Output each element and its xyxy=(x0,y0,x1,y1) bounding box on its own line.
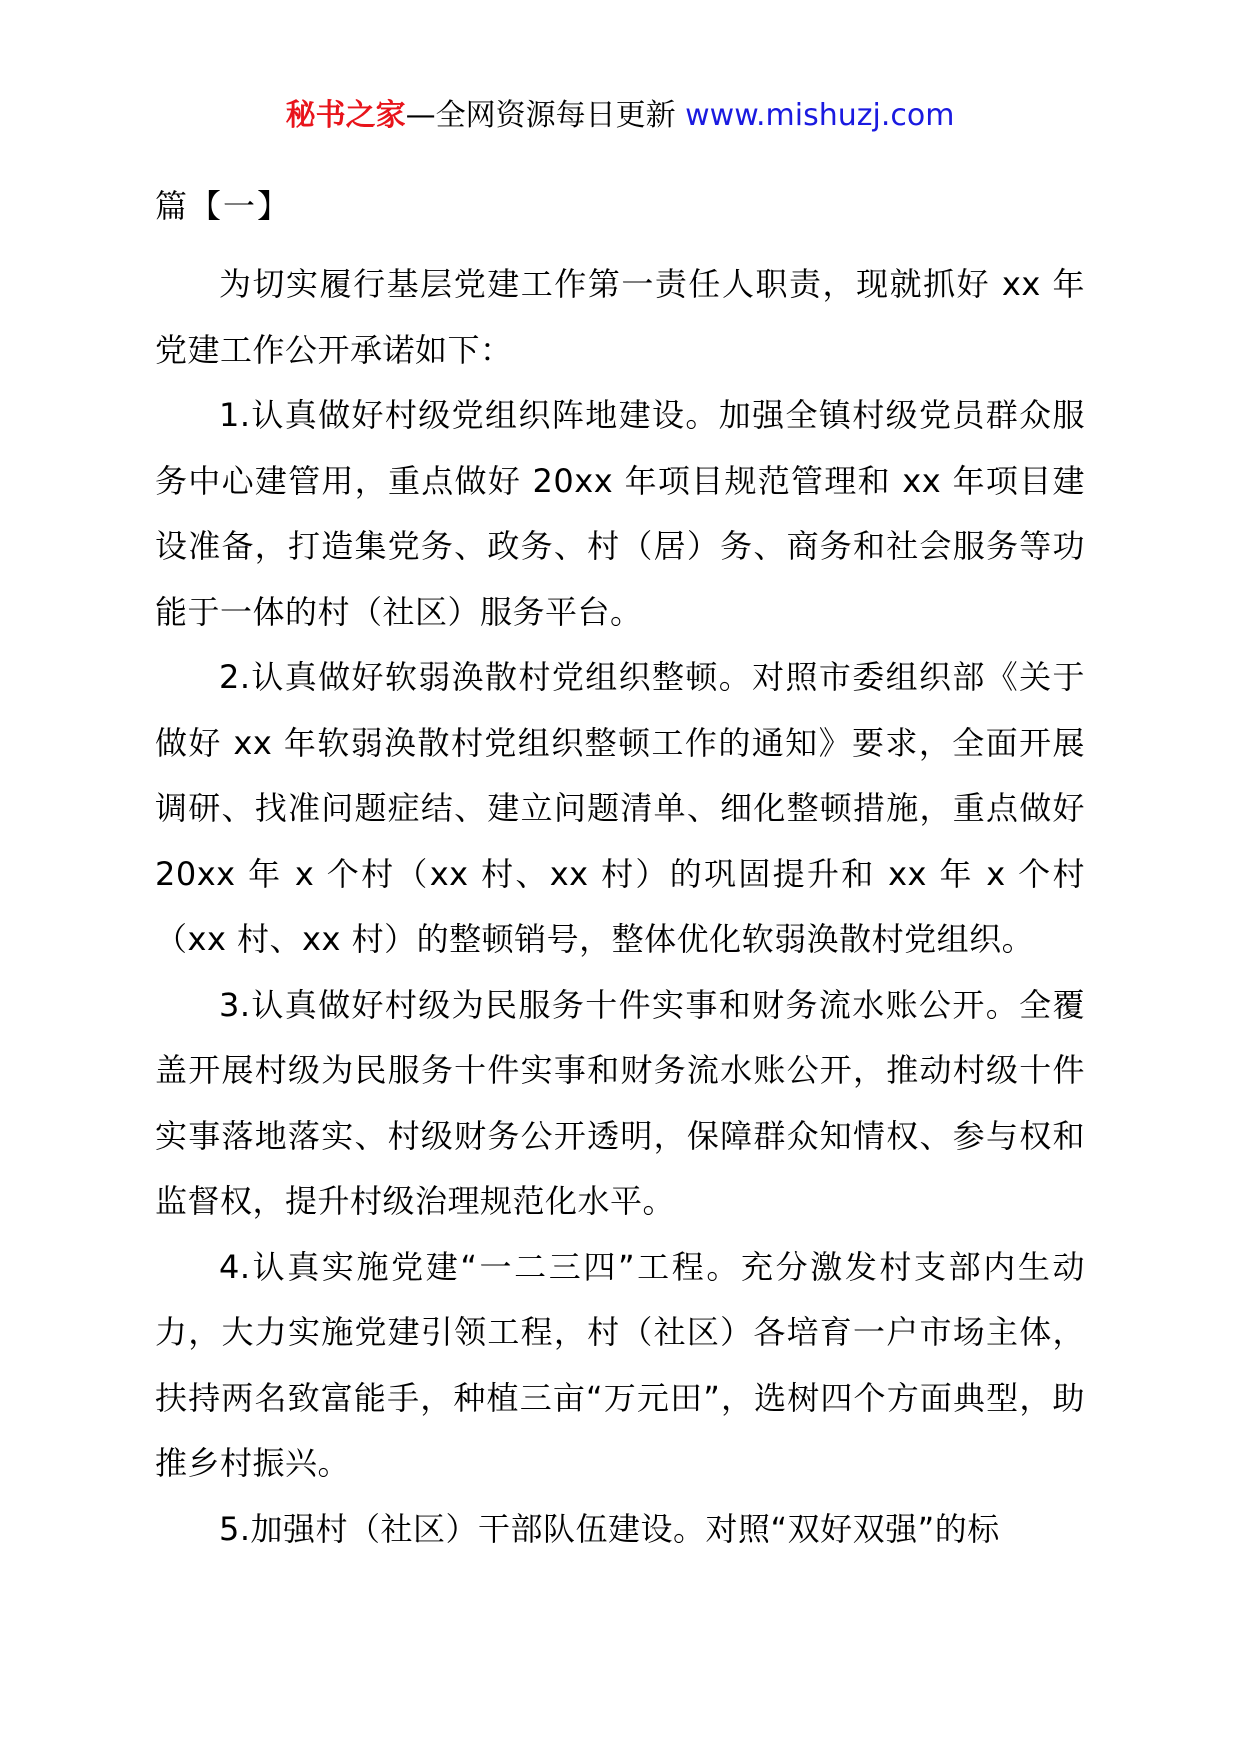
paragraph-item-1: 1.认真做好村级党组织阵地建设。加强全镇村级党员群众服务中心建管用，重点做好 20xx 年项目规范管理和 xx 年项目建设准备，打造集党务、政务、村（居）务、商务和社会服务等功能于一体的村（社区）服务平台。 xyxy=(155,396,1085,631)
paragraph-item-5: 5.加强村（社区）干部队伍建设。对照“双好双强”的标 xyxy=(219,1509,1000,1548)
site-tagline: —全网资源每日更新 xyxy=(405,98,686,133)
paragraph-item-2: 2.认真做好软弱涣散村党组织整顿。对照市委组织部《关于做好 xx 年软弱涣散村党组织整顿工作的通知》要求，全面开展调研、找准问题症结、建立问题清单、细化整顿措施，重点做好 20xx 年 x 个村（xx 村、xx 村）的巩固提升和 xx 年 x 个村（xx 村、xx 村）的整顿销号，整体优化软弱涣散村党组织。 xyxy=(155,658,1085,958)
paragraph-item-3: 3.认真做好村级为民服务十件实事和财务流水账公开。全覆盖开展村级为民服务十件实事和财务流水账公开，推动村级十件实事落地落实、村级财务公开透明，保障群众知情权、参与权和监督权，提升村级治理规范化水平。 xyxy=(155,985,1085,1220)
paragraph-item-4: 4.认真实施党建“一二三四”工程。充分激发村支部内生动力，大力实施党建引领工程，村（社区）各培育一户市场主体，扶持两名致富能手，种植三亩“万元田”，选树四个方面典型，助推乡村振兴。 xyxy=(155,1247,1085,1482)
document-body xyxy=(155,186,1085,1562)
site-header xyxy=(0,96,1240,136)
section-heading: 篇【一】 xyxy=(155,187,292,225)
site-url: www.mishuzj.com xyxy=(685,98,955,133)
site-brand: 秘书之家 xyxy=(285,98,406,133)
paragraph-intro: 为切实履行基层党建工作第一责任人职责，现就抓好 xx 年党建工作公开承诺如下： xyxy=(155,265,1085,369)
